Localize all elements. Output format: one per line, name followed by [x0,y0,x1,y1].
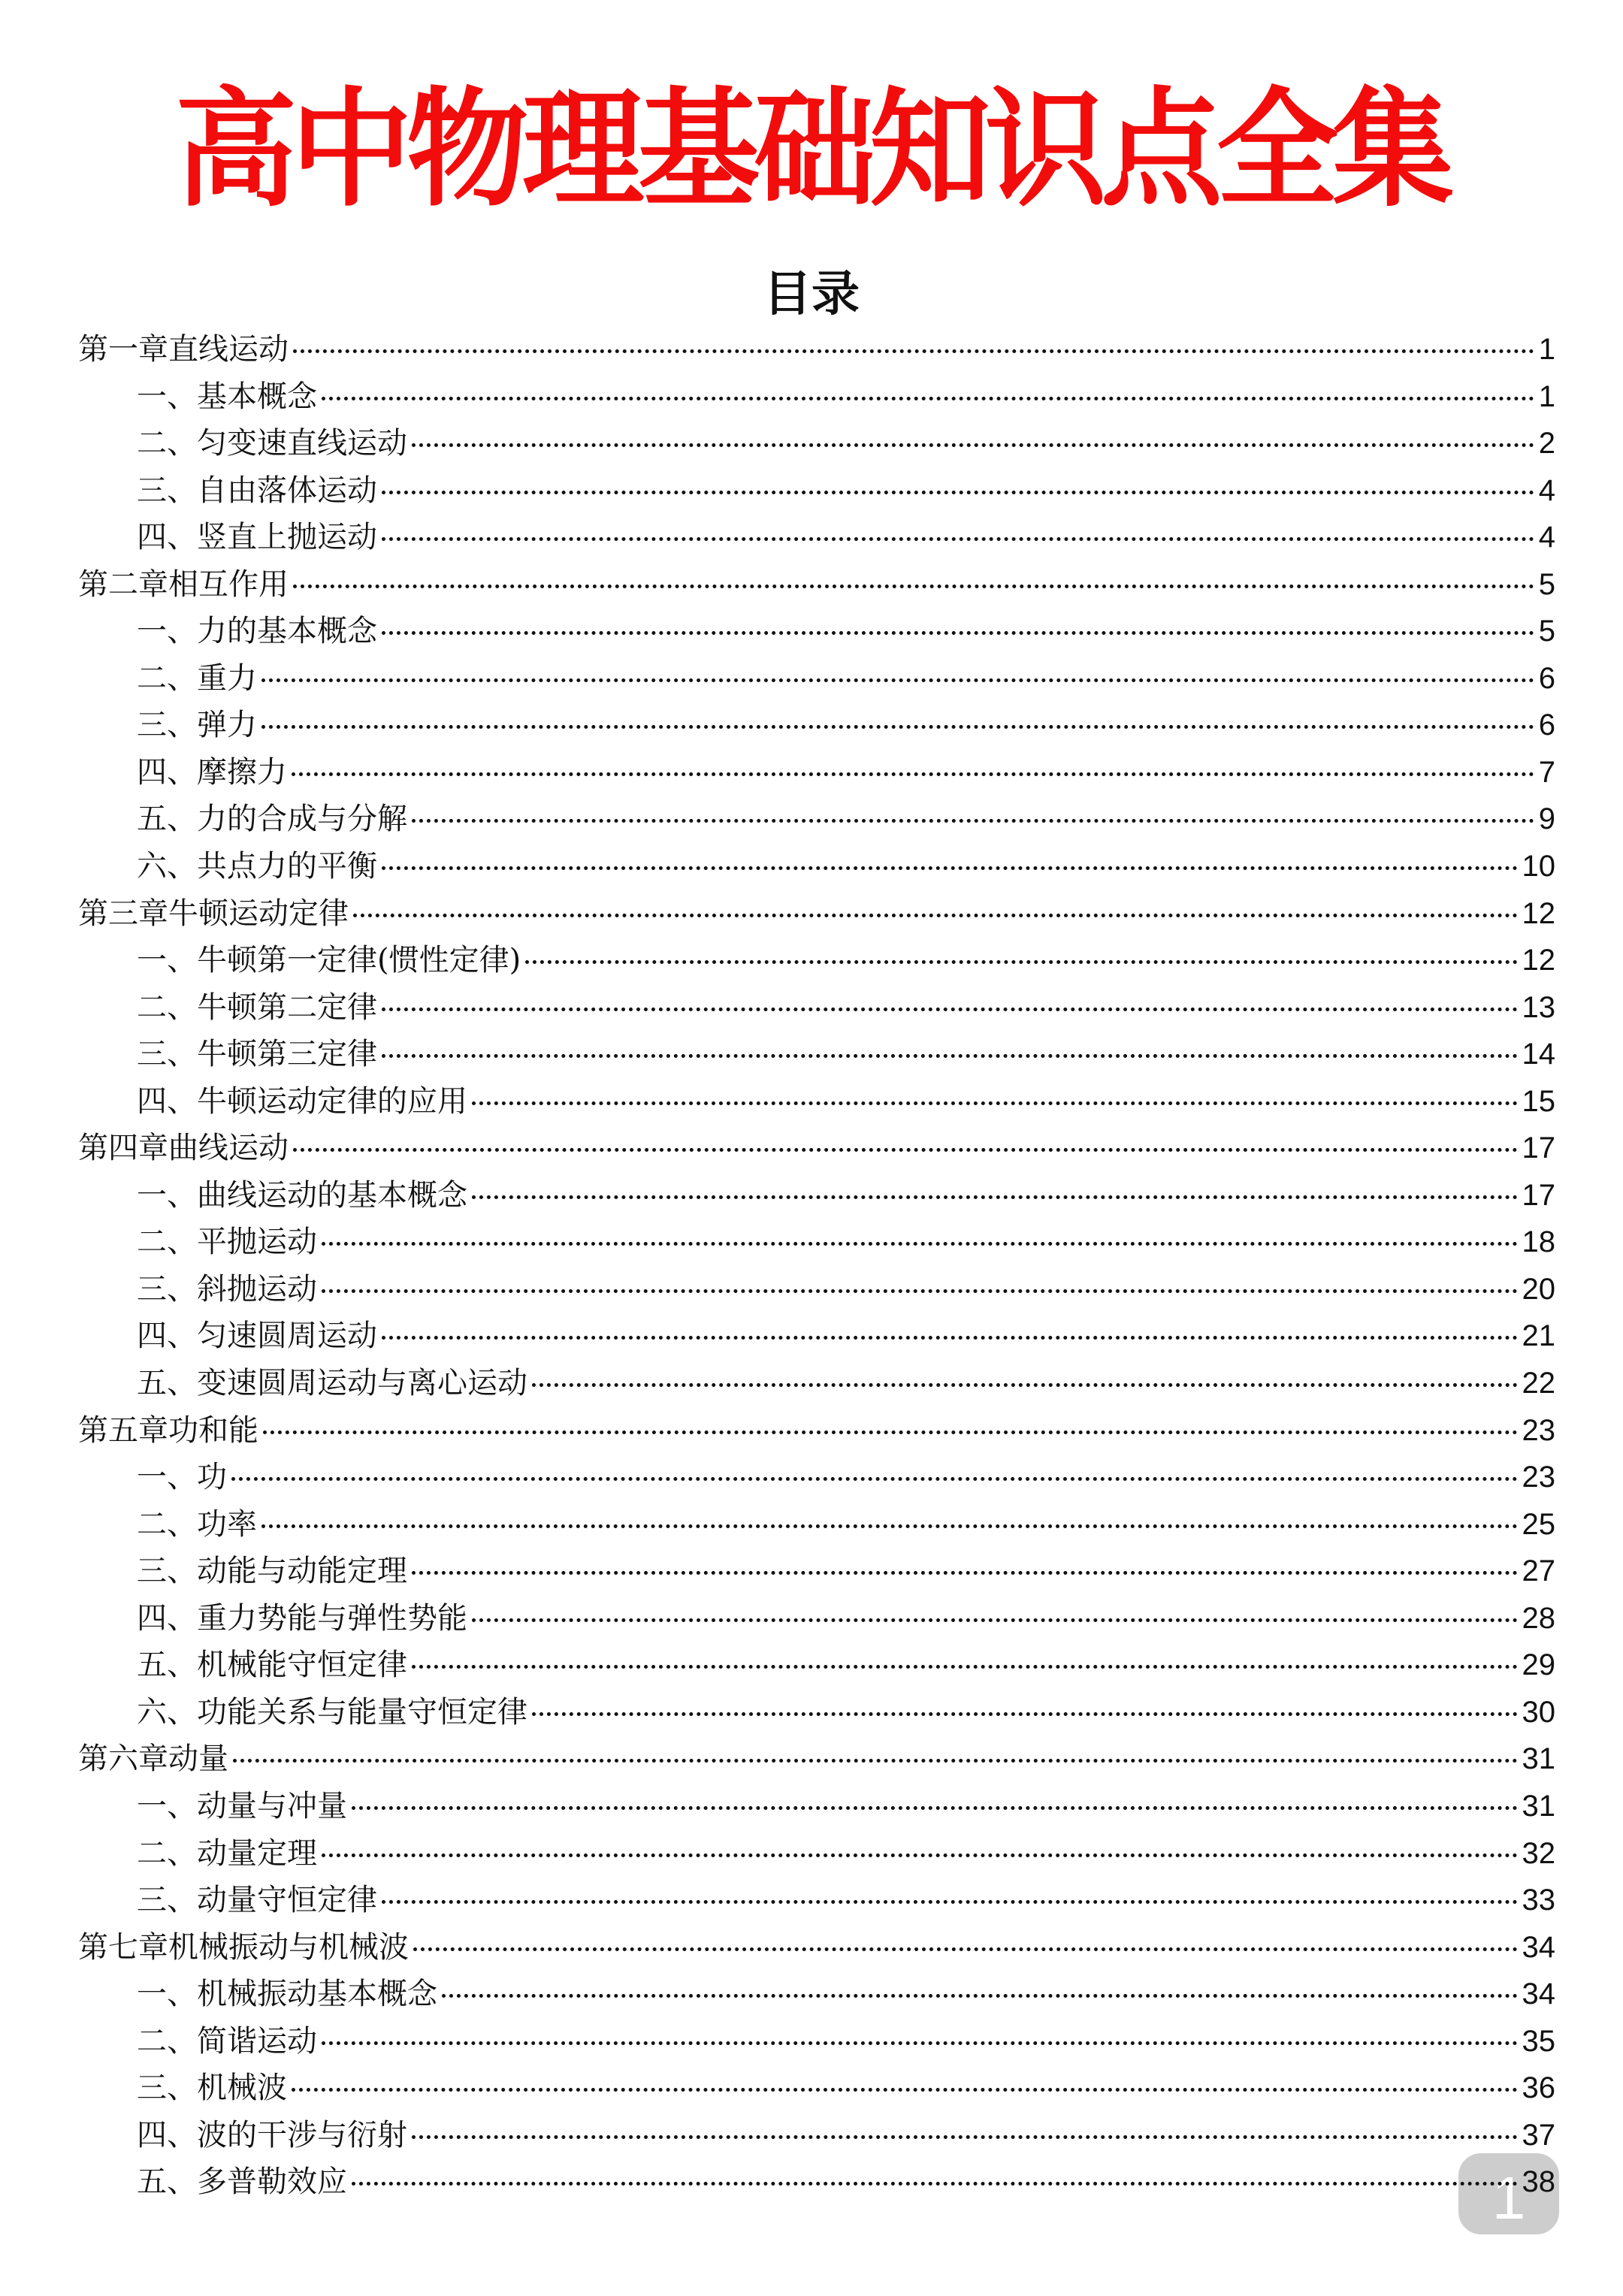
toc-entry-page: 17 [1522,1178,1555,1212]
toc-entry-label: 第一章直线运动 [78,332,289,367]
dot-leader [472,1195,1518,1199]
toc-entry-label: 第七章机械振动与机械波 [78,1929,409,1965]
toc-entry-page: 12 [1522,944,1555,977]
toc-entry-page: 31 [1522,1789,1555,1823]
toc-entry-page: 5 [1538,567,1555,601]
toc-entry-page: 21 [1522,1319,1555,1353]
toc-entry-label: 第二章相互作用 [78,566,289,602]
toc-entry-label: 四、竖直上抛运动 [137,520,377,555]
toc-section-entry[interactable] [78,702,1555,749]
toc-section-entry[interactable] [78,796,1555,843]
toc-entry-label: 四、重力势能与弹性势能 [137,1600,467,1636]
dot-leader [322,2041,1518,2045]
toc-entry-page: 33 [1522,1884,1555,1917]
dot-leader [532,1383,1518,1387]
toc-entry-label: 二、简谐运动 [137,2023,317,2059]
toc-chapter-entry[interactable] [78,561,1555,609]
dot-leader [382,537,1534,541]
toc-entry-label: 六、共点力的平衡 [137,849,377,884]
toc-entry-label: 五、变速圆周运动与离心运动 [137,1366,527,1401]
dot-leader [261,678,1534,682]
toc-entry-label: 五、多普勒效应 [137,2165,347,2200]
dot-leader [353,914,1518,917]
toc-entry-label: 四、牛顿运动定律的应用 [137,1083,467,1119]
dot-leader [472,1101,1518,1105]
toc-entry-page: 35 [1522,2024,1555,2058]
toc-entry-page: 2 [1538,427,1555,461]
toc-entry-label: 六、功能关系与能量守恒定律 [137,1694,527,1730]
toc-entry-page: 4 [1538,473,1555,507]
toc-entry-label: 第三章牛顿运动定律 [78,896,349,931]
toc-entry-page: 23 [1522,1461,1555,1494]
toc-entry-page: 4 [1538,521,1555,554]
dot-leader [293,349,1534,353]
toc-chapter-entry[interactable] [78,1736,1555,1783]
dot-leader [352,2182,1518,2186]
table-of-contents [78,326,1555,2206]
toc-entry-label: 一、机械振动基本概念 [137,1977,437,2012]
toc-entry-label: 三、斜抛运动 [137,1271,317,1307]
toc-entry-page: 1 [1538,333,1555,366]
toc-entry-page: 28 [1522,1601,1555,1635]
dot-leader [382,1900,1518,1904]
toc-section-entry[interactable] [78,1360,1555,1407]
toc-entry-page: 9 [1538,802,1555,836]
toc-entry-label: 二、牛顿第二定律 [137,989,377,1025]
toc-entry-page: 30 [1522,1695,1555,1729]
toc-section-entry[interactable] [78,1783,1555,1830]
dot-leader [412,443,1534,447]
dot-leader [525,960,1517,964]
dot-leader [382,631,1534,635]
toc-entry-label: 四、匀速圆周运动 [137,1319,377,1354]
toc-entry-page: 7 [1538,755,1555,789]
toc-chapter-entry[interactable] [78,1125,1555,1172]
dot-leader [442,1994,1518,1998]
toc-entry-label: 一、力的基本概念 [137,614,377,649]
toc-entry-label: 四、摩擦力 [137,754,287,790]
dot-leader [322,1853,1518,1857]
toc-section-entry[interactable] [78,984,1555,1032]
dot-leader [382,1008,1518,1011]
toc-section-entry[interactable] [78,655,1555,702]
dot-leader [412,819,1534,823]
toc-entry-label: 二、动量定理 [137,1835,317,1871]
dot-leader [382,491,1534,494]
toc-section-entry[interactable] [78,1548,1555,1595]
dot-leader [382,1336,1518,1340]
dot-leader [292,772,1534,776]
toc-section-entry[interactable] [78,514,1555,561]
dot-leader [472,1618,1518,1622]
toc-entry-label: 第六章动量 [78,1742,228,1777]
dot-leader [261,725,1534,729]
toc-entry-label: 二、匀变速直线运动 [137,426,407,461]
dot-leader [263,1430,1518,1434]
dot-leader [293,1148,1518,1152]
toc-section-entry[interactable] [78,467,1555,515]
toc-entry-label: 三、动能与动能定理 [137,1554,407,1589]
toc-entry-label: 第四章曲线运动 [78,1131,289,1166]
toc-section-entry[interactable] [78,1877,1555,1924]
toc-section-entry[interactable] [78,1031,1555,1078]
toc-entry-label: 二、功率 [137,1506,257,1542]
toc-entry-label: 三、牛顿第三定律 [137,1037,377,1072]
toc-section-entry[interactable] [78,2065,1555,2112]
toc-entry-page: 14 [1522,1038,1555,1071]
dot-leader [532,1712,1518,1716]
toc-entry-label: 三、自由落体运动 [137,473,377,508]
toc-entry-label: 四、波的干涉与衍射 [137,2117,407,2152]
toc-entry-page: 36 [1522,2071,1555,2105]
toc-entry-page: 38 [1522,2165,1555,2199]
dot-leader [292,2088,1518,2092]
toc-section-entry[interactable] [78,1266,1555,1313]
toc-entry-page: 13 [1522,990,1555,1024]
dot-leader [322,397,1534,400]
dot-leader [352,1806,1518,1810]
toc-entry-label: 五、机械能守恒定律 [137,1648,407,1683]
toc-section-entry[interactable] [78,373,1555,421]
toc-entry-label: 一、基本概念 [137,379,317,414]
dot-leader [233,1759,1518,1763]
toc-chapter-entry[interactable] [78,1407,1555,1455]
toc-section-entry[interactable] [78,1313,1555,1360]
toc-entry-page: 34 [1522,1977,1555,2011]
toc-entry-label: 一、动量与冲量 [137,1788,347,1823]
toc-entry-page: 32 [1522,1836,1555,1870]
toc-entry-page: 18 [1522,1225,1555,1259]
dot-leader [412,1571,1518,1575]
dot-leader [412,1665,1518,1669]
toc-entry-label: 五、力的合成与分解 [137,802,407,837]
toc-section-entry[interactable] [78,1971,1555,2018]
toc-entry-label: 三、弹力 [137,708,257,743]
toc-section-entry[interactable] [78,937,1555,984]
toc-entry-page: 31 [1522,1742,1555,1776]
toc-section-entry[interactable] [78,2159,1555,2206]
toc-chapter-entry[interactable] [78,326,1555,373]
toc-entry-page: 20 [1522,1272,1555,1306]
dot-leader [322,1289,1518,1293]
toc-section-entry[interactable] [78,608,1555,655]
toc-heading: 目录 [763,267,860,322]
dot-leader [382,866,1518,870]
toc-entry-page: 29 [1522,1648,1555,1682]
toc-section-entry[interactable] [78,1689,1555,1736]
dot-leader [293,585,1534,588]
page-number-badge[interactable]: 1 [1458,2153,1559,2234]
toc-entry-page: 15 [1522,1084,1555,1118]
toc-entry-page: 27 [1522,1554,1555,1588]
toc-section-entry[interactable] [78,1830,1555,1878]
toc-entry-label: 一、曲线运动的基本概念 [137,1177,467,1213]
toc-section-entry[interactable] [78,1172,1555,1219]
toc-entry-page: 10 [1522,850,1555,884]
toc-entry-page: 37 [1522,2118,1555,2152]
toc-section-entry[interactable] [78,1642,1555,1689]
toc-entry-page: 12 [1522,896,1555,930]
toc-entry-page: 22 [1522,1367,1555,1400]
toc-entry-page: 34 [1522,1930,1555,1964]
document-title: 高中物理基础知识点全集 [175,76,1448,225]
toc-section-entry[interactable] [78,2112,1555,2159]
toc-entry-label: 二、平抛运动 [137,1225,317,1260]
dot-leader [412,2135,1518,2139]
toc-section-entry[interactable] [78,1595,1555,1642]
toc-entry-page: 1 [1538,379,1555,413]
toc-entry-label: 三、机械波 [137,2071,287,2106]
toc-chapter-entry[interactable] [78,1924,1555,1971]
toc-section-entry[interactable] [78,1078,1555,1125]
toc-section-entry[interactable] [78,1454,1555,1501]
toc-entry-page: 5 [1538,615,1555,648]
toc-entry-label: 三、动量守恒定律 [137,1883,377,1918]
toc-section-entry[interactable] [78,1219,1555,1266]
dot-leader [231,1477,1518,1481]
toc-entry-page: 23 [1522,1413,1555,1447]
dot-leader [261,1524,1518,1528]
toc-entry-label: 一、功 [137,1460,227,1495]
toc-entry-label: 一、牛顿第一定律(惯性定律) [137,943,521,978]
toc-entry-page: 6 [1538,661,1555,695]
toc-section-entry[interactable] [78,2018,1555,2065]
toc-entry-page: 6 [1538,708,1555,742]
toc-entry-page: 25 [1522,1507,1555,1541]
dot-leader [382,1054,1518,1058]
toc-section-entry[interactable] [78,420,1555,467]
toc-entry-label: 第五章功和能 [78,1412,258,1448]
dot-leader [322,1242,1518,1246]
toc-entry-label: 二、重力 [137,660,257,696]
toc-section-entry[interactable] [78,843,1555,890]
toc-chapter-entry[interactable] [78,890,1555,938]
toc-section-entry[interactable] [78,749,1555,796]
toc-entry-page: 17 [1522,1131,1555,1165]
toc-section-entry[interactable] [78,1501,1555,1548]
dot-leader [413,1947,1518,1951]
